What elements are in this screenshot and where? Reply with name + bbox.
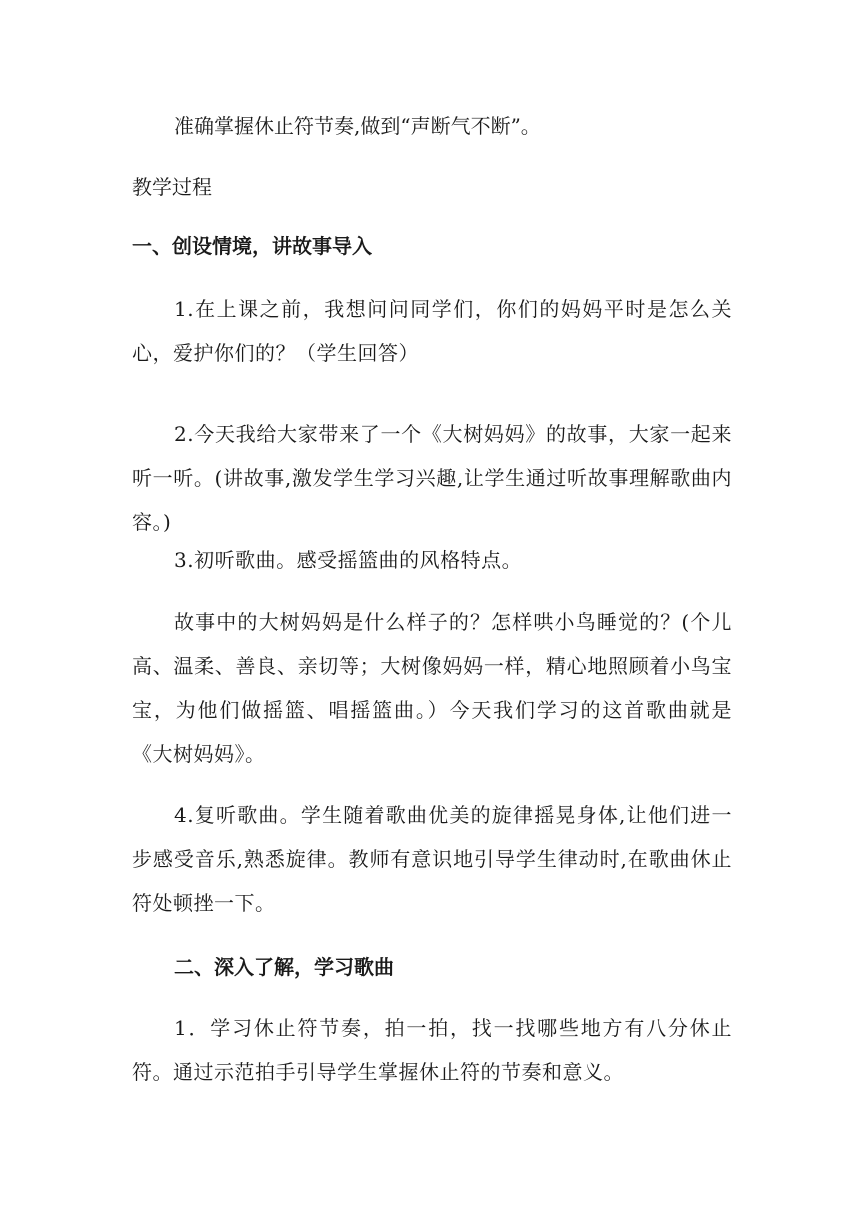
intro-paragraph: 准确掌握休止符节奏,做到“声断气不断”。: [174, 114, 541, 138]
paragraph-3: 3.初听歌曲。感受摇篮曲的风格特点。: [174, 548, 523, 572]
section-heading-2: 二、深入了解，学习歌曲: [174, 955, 394, 979]
paragraph-6: 1．学习休止符节奏，拍一拍，找一找哪些地方有八分休止符。通过示范拍手引导学生掌握休止符的节奏和意义。: [132, 1016, 732, 1084]
section-label-teaching-process: 教学过程: [132, 175, 212, 199]
section-heading-1: 一、创设情境，讲故事导入: [132, 234, 372, 258]
paragraph-2: 2.今天我给大家带来了一个《大树妈妈》的故事，大家一起来听一听。(讲故事,激发学生学习兴趣,让学生通过听故事理解歌曲内容。): [132, 422, 732, 534]
paragraph-1: 1.在上课之前，我想问问同学们，你们的妈妈平时是怎么关心，爱护你们的？（学生回答）: [132, 297, 732, 365]
paragraph-5: 4.复听歌曲。学生随着歌曲优美的旋律摇晃身体,让他们进一步感受音乐,熟悉旋律。教师有意识地引导学生律动时,在歌曲休止符处顿挫一下。: [132, 803, 732, 915]
paragraph-4: 故事中的大树妈妈是什么样子的？怎样哄小鸟睡觉的？(个儿高、温柔、善良、亲切等；大树像妈妈一样，精心地照顾着小鸟宝宝，为他们做摇篮、唱摇篮曲。）今天我们学习的这首歌曲就是《大树妈妈》。: [132, 610, 732, 766]
